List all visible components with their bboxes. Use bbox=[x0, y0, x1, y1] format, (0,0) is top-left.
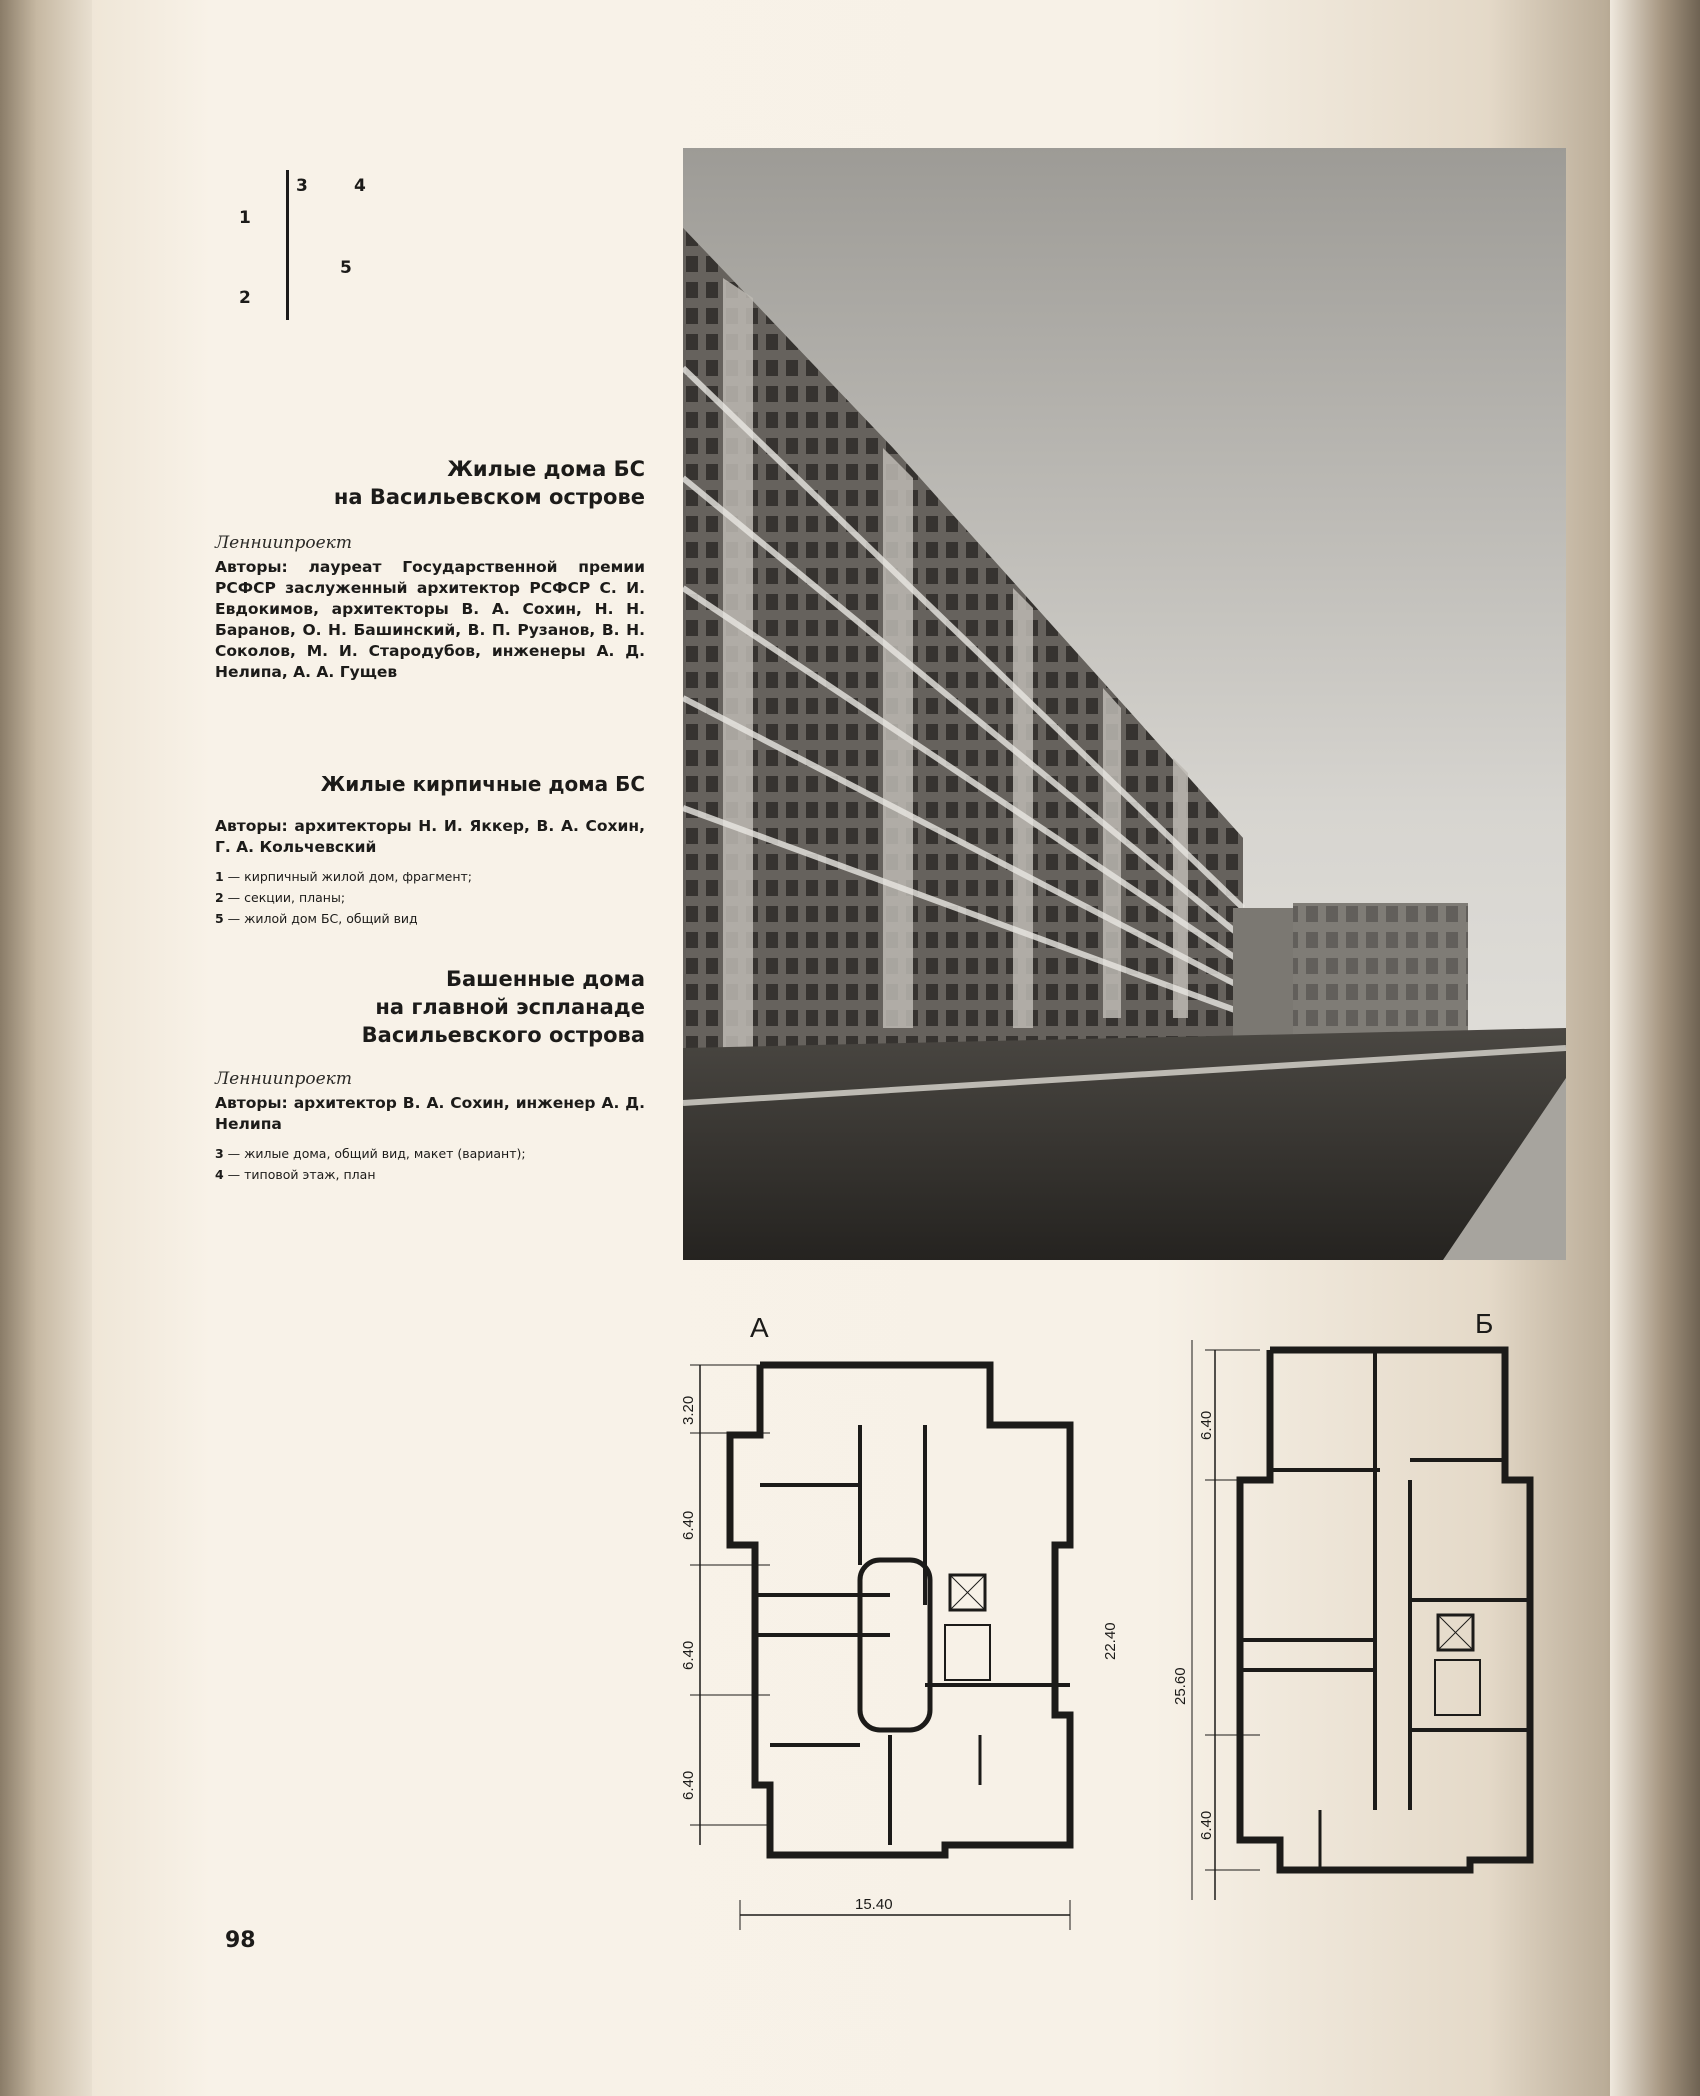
section-3-caption-1: 3 — жилые дома, общий вид, макет (вариант); bbox=[215, 1146, 526, 1161]
plan-a-dim-2: 6.40 bbox=[680, 1510, 697, 1540]
section-1-title-line1: Жилые дома БС bbox=[447, 457, 645, 481]
section-2-caption-1: 1 — кирпичный жилой дом, фрагмент; bbox=[215, 869, 473, 884]
plan-a-drawing bbox=[680, 1345, 1120, 1945]
section-1-title-line2: на Васильевском острове bbox=[333, 485, 645, 509]
figure-index-2: 2 bbox=[239, 288, 251, 308]
plan-b-letter: Б bbox=[1475, 1308, 1494, 1339]
figure-index-1: 1 bbox=[239, 208, 251, 228]
plan-a-total: 22.40 bbox=[1102, 1622, 1119, 1660]
section-1-authors: Авторы: лауреат Государственной премии РСФСР заслуженный архитектор РСФСР С. И. Евдокимов, архитекторы В. А. Сохин, Н. Н. Баранов, О. Н. Башинский, В. П. Рузанов, В. Н. Соколов, М. И. Стародубов, инженеры А. Д. Нелипа, А. А. Гущев bbox=[215, 558, 645, 681]
page-edge-shadow bbox=[1605, 0, 1700, 2096]
plan-a-dim-1: 3.20 bbox=[680, 1395, 697, 1425]
plan-a-letter: А bbox=[750, 1312, 769, 1343]
plan-b-drawing bbox=[1170, 1340, 1580, 1940]
section-3-title-line3: Васильевского острова bbox=[361, 1023, 645, 1047]
plan-b-dim-1: 6.40 bbox=[1198, 1410, 1215, 1440]
figure-index bbox=[234, 170, 374, 320]
plan-b-dim-2: 6.40 bbox=[1198, 1810, 1215, 1840]
figure-index-3: 3 bbox=[296, 176, 308, 196]
section-1 bbox=[215, 455, 645, 683]
section-3-title-line1: Башенные дома bbox=[445, 967, 645, 991]
section-2-caption-2: 2 — секции, планы; bbox=[215, 890, 346, 905]
page-number: 98 bbox=[225, 1928, 256, 1953]
figure-index-rule bbox=[286, 170, 289, 320]
section-1-organization: Ленниипроект bbox=[215, 533, 352, 553]
section-3-title-line2: на главной эспланаде bbox=[375, 995, 645, 1019]
section-3-authors: Авторы: архитектор В. А. Сохин, инженер А. Д. Нелипа bbox=[215, 1094, 645, 1133]
section-3-organization: Ленниипроект bbox=[215, 1069, 352, 1089]
section-2 bbox=[215, 770, 645, 929]
plan-a-dim-4: 6.40 bbox=[680, 1770, 697, 1800]
building-photo bbox=[683, 148, 1566, 1260]
figure-index-5: 5 bbox=[340, 258, 352, 278]
section-2-title: Жилые кирпичные дома БС bbox=[320, 772, 645, 796]
section-3 bbox=[215, 965, 645, 1185]
plan-a-width: 15.40 bbox=[855, 1896, 893, 1913]
book-spine-shadow bbox=[0, 0, 92, 2096]
section-2-authors: Авторы: архитекторы Н. И. Яккер, В. А. Сохин, Г. А. Кольчевский bbox=[215, 817, 645, 856]
section-2-caption-3: 5 — жилой дом БС, общий вид bbox=[215, 911, 418, 926]
plan-b-total: 25.60 bbox=[1172, 1667, 1189, 1705]
section-3-caption-2: 4 — типовой этаж, план bbox=[215, 1167, 376, 1182]
plan-a-dim-3: 6.40 bbox=[680, 1640, 697, 1670]
figure-index-4: 4 bbox=[354, 176, 366, 196]
